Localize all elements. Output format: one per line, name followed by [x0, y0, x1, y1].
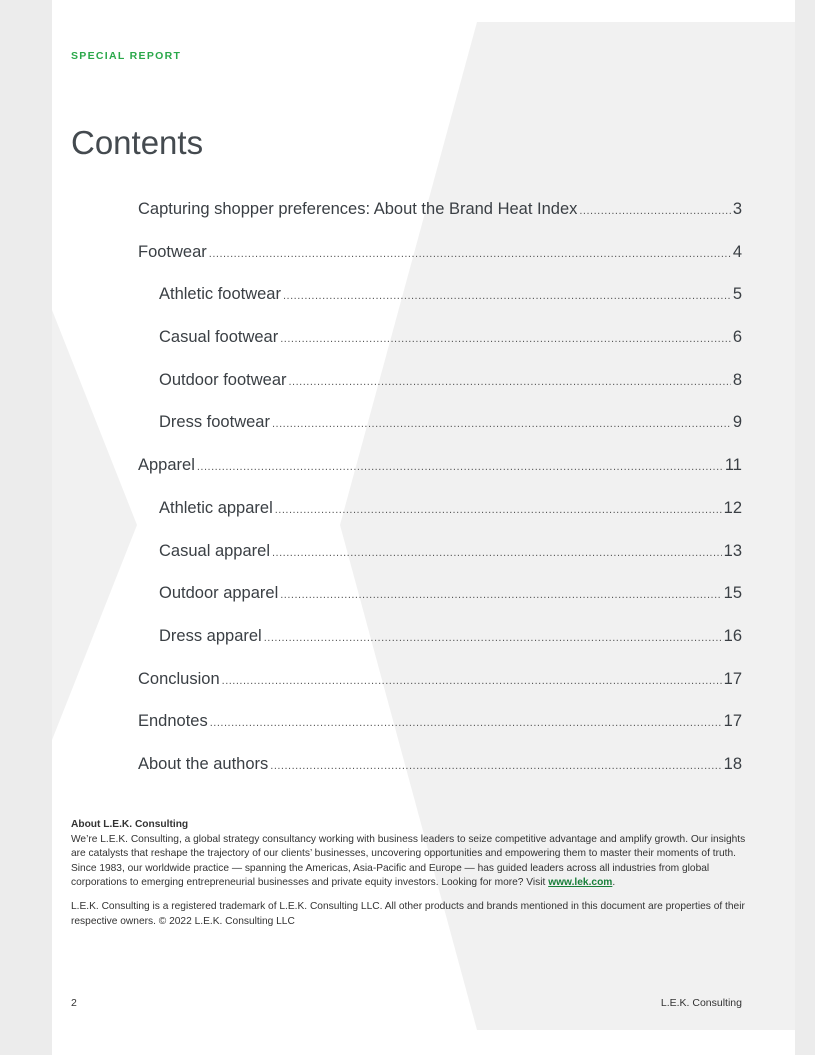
toc-leader-dots: [579, 200, 730, 219]
toc-entry-page: 8: [732, 370, 742, 389]
toc-entry-label: Capturing shopper preferences: About the Brand Heat Index: [138, 200, 578, 218]
toc-entry[interactable]: [138, 627, 742, 670]
toc-entry-page: 13: [723, 541, 742, 560]
about-body-end: .: [612, 877, 616, 889]
about-body-text: We’re L.E.K. Consulting, a global strategy consultancy working with business leaders to seize competitive advantage and amplify growth. Our insights are catalysts that reshape the trajectory of our clients’ businesses, uncovering opportunities and empowering them to master their moments of truth. Since 1983, our worldwide practice — spanning the Americas, Asia-Pacific and Europe — has guided leaders across all industries from global corporations to emerging entrepreneurial businesses and private equity investors. Looking for more? Visit: [71, 833, 746, 889]
page-title: Contents: [71, 124, 204, 161]
toc-entry-page: 18: [723, 754, 742, 773]
toc-leader-dots: [264, 627, 722, 646]
toc-entry-page: 9: [732, 413, 742, 432]
toc-leader-dots: [280, 328, 731, 347]
toc-entry-label: About the authors: [138, 754, 269, 773]
toc-entry-label: Apparel: [138, 456, 195, 475]
toc-entry-label: Dress footwear: [159, 413, 270, 432]
toc-leader-dots: [280, 584, 721, 603]
page-number: 2: [71, 997, 77, 1009]
toc-entry-label: Athletic apparel: [159, 498, 273, 517]
about-heading: About L.E.K. Consulting: [71, 819, 189, 830]
toc-entry-page: 17: [723, 712, 742, 731]
toc-entry-label: Athletic footwear: [159, 285, 281, 304]
toc-entry[interactable]: [138, 200, 742, 243]
about-body: [71, 833, 747, 891]
toc-entry[interactable]: [138, 456, 742, 499]
toc-entry-page: 5: [732, 285, 742, 304]
toc-entry-label: Footwear: [138, 242, 207, 261]
footer-brand: L.E.K. Consulting: [660, 997, 742, 1009]
toc-entry-page: 4: [732, 242, 742, 261]
toc-entry-page: 6: [732, 328, 742, 347]
toc-entry-label: Outdoor footwear: [159, 370, 287, 389]
toc-entry-page: 11: [724, 456, 742, 475]
trademark-notice: L.E.K. Consulting is a registered trademark of L.E.K. Consulting LLC. All other products and brands mentioned in this document are properties of their respective owners. © 2022 L.E.K. Consulting LLC: [71, 900, 745, 927]
toc-entry-page: 16: [723, 626, 742, 645]
table-of-contents: [138, 200, 742, 798]
toc-entry[interactable]: [138, 712, 742, 755]
toc-entry[interactable]: [138, 584, 742, 627]
about-section: [71, 818, 747, 938]
toc-leader-dots: [272, 413, 731, 432]
page-edge: [795, 0, 815, 1055]
toc-leader-dots: [289, 371, 731, 390]
toc-entry-label: Endnotes: [138, 712, 208, 731]
toc-entry-page: 15: [723, 584, 742, 603]
toc-leader-dots: [197, 456, 723, 475]
toc-entry[interactable]: [138, 285, 742, 328]
toc-leader-dots: [272, 542, 722, 561]
toc-leader-dots: [209, 243, 731, 262]
toc-entry[interactable]: [138, 371, 742, 414]
toc-entry[interactable]: [138, 755, 742, 798]
toc-entry[interactable]: [138, 243, 742, 286]
toc-leader-dots: [222, 670, 722, 689]
toc-leader-dots: [270, 755, 721, 774]
website-link[interactable]: www.lek.com: [548, 877, 613, 889]
toc-entry-label: Conclusion: [138, 669, 220, 688]
toc-entry-page: 3: [732, 200, 742, 218]
toc-leader-dots: [275, 499, 722, 518]
section-label: SPECIAL REPORT: [71, 50, 182, 62]
toc-entry-page: 17: [723, 669, 742, 688]
toc-entry[interactable]: [138, 413, 742, 456]
toc-entry-page: 12: [723, 498, 742, 517]
toc-entry[interactable]: [138, 542, 742, 585]
toc-entry[interactable]: [138, 670, 742, 713]
document-page: [52, 0, 815, 1055]
toc-entry[interactable]: [138, 328, 742, 371]
toc-entry-label: Casual apparel: [159, 541, 270, 560]
toc-leader-dots: [283, 285, 731, 304]
toc-entry-label: Dress apparel: [159, 626, 262, 645]
toc-entry-label: Outdoor apparel: [159, 584, 279, 603]
toc-entry-label: Casual footwear: [159, 328, 279, 347]
toc-leader-dots: [210, 712, 722, 731]
toc-entry[interactable]: [138, 499, 742, 542]
